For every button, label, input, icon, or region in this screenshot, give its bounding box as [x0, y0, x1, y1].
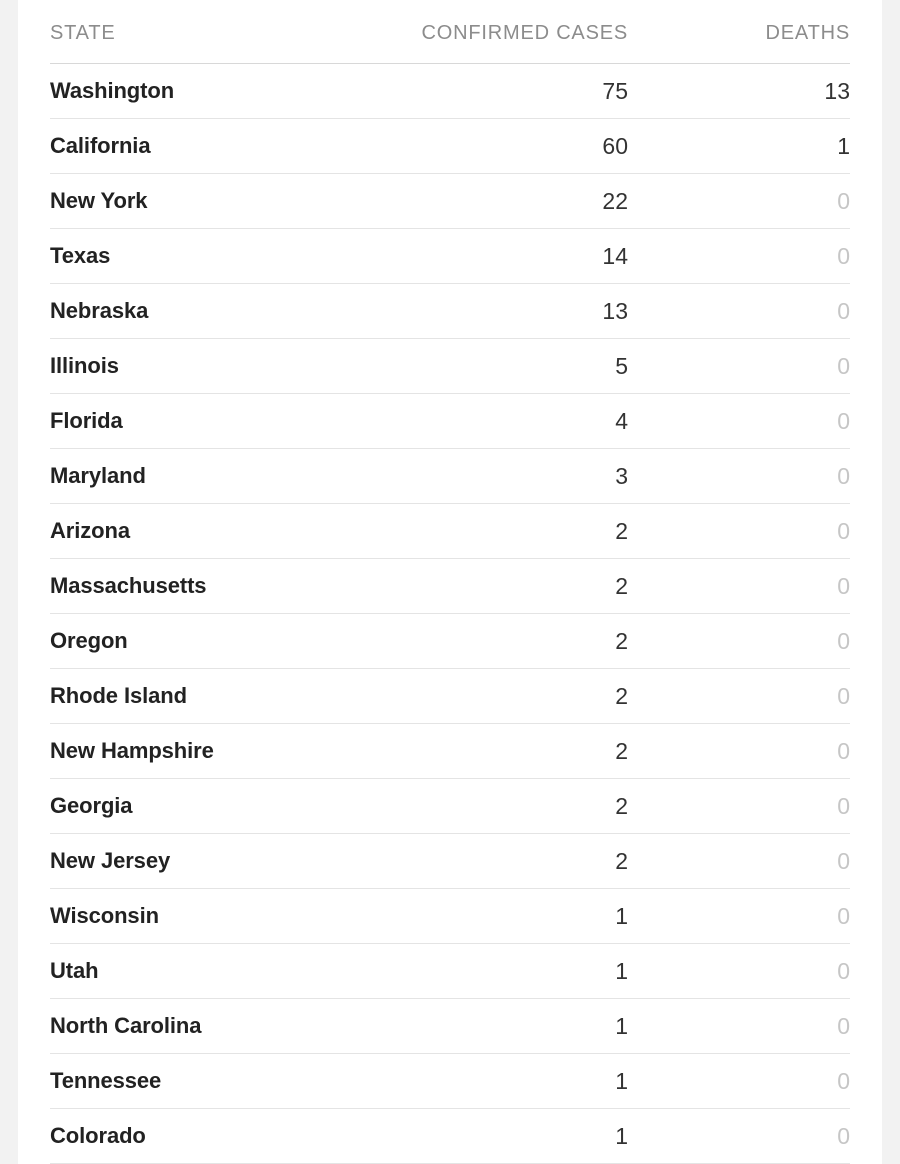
cell-deaths: 0 [666, 999, 850, 1054]
cell-state: Wisconsin [50, 889, 402, 944]
cell-state: North Carolina [50, 999, 402, 1054]
cell-cases: 13 [402, 284, 666, 339]
cell-deaths: 0 [666, 559, 850, 614]
table-row [50, 1054, 850, 1109]
table-row [50, 834, 850, 889]
table-row [50, 1109, 850, 1164]
cell-cases: 1 [402, 1054, 666, 1109]
cell-cases: 75 [402, 64, 666, 119]
cell-deaths: 0 [666, 1109, 850, 1164]
cell-state: Nebraska [50, 284, 402, 339]
cell-cases: 14 [402, 229, 666, 284]
cell-deaths: 0 [666, 889, 850, 944]
table-row [50, 504, 850, 559]
cell-deaths: 0 [666, 284, 850, 339]
cell-state: Rhode Island [50, 669, 402, 724]
table-row [50, 339, 850, 394]
table-row [50, 64, 850, 119]
column-header-deaths: DEATHS [666, 0, 850, 64]
table-header-row [50, 0, 850, 64]
cell-cases: 22 [402, 174, 666, 229]
cell-state: Texas [50, 229, 402, 284]
cell-state: Tennessee [50, 1054, 402, 1109]
table-row [50, 999, 850, 1054]
cell-deaths: 13 [666, 64, 850, 119]
cell-deaths: 0 [666, 339, 850, 394]
cell-state: Utah [50, 944, 402, 999]
cell-cases: 2 [402, 779, 666, 834]
column-header-state: STATE [50, 0, 402, 64]
cell-state: Massachusetts [50, 559, 402, 614]
cell-deaths: 0 [666, 449, 850, 504]
cell-cases: 2 [402, 504, 666, 559]
table-body [50, 64, 850, 1164]
table-row [50, 174, 850, 229]
cell-cases: 1 [402, 889, 666, 944]
table-header [50, 0, 850, 64]
cell-cases: 2 [402, 559, 666, 614]
cell-state: Arizona [50, 504, 402, 559]
cell-cases: 3 [402, 449, 666, 504]
state-cases-table [50, 0, 850, 1164]
table-row [50, 889, 850, 944]
table-row [50, 944, 850, 999]
cell-cases: 2 [402, 669, 666, 724]
cell-cases: 60 [402, 119, 666, 174]
cell-deaths: 0 [666, 614, 850, 669]
cell-state: New Jersey [50, 834, 402, 889]
cell-state: Florida [50, 394, 402, 449]
cell-deaths: 0 [666, 394, 850, 449]
cell-state: California [50, 119, 402, 174]
cell-cases: 5 [402, 339, 666, 394]
table-row [50, 394, 850, 449]
cell-cases: 1 [402, 944, 666, 999]
cell-deaths: 0 [666, 174, 850, 229]
cell-state: Oregon [50, 614, 402, 669]
cell-cases: 2 [402, 614, 666, 669]
table-row [50, 284, 850, 339]
table-row [50, 559, 850, 614]
cell-cases: 1 [402, 999, 666, 1054]
cell-state: New Hampshire [50, 724, 402, 779]
cell-cases: 4 [402, 394, 666, 449]
table-row [50, 779, 850, 834]
table-row [50, 229, 850, 284]
table-row [50, 614, 850, 669]
cell-deaths: 0 [666, 779, 850, 834]
cell-state: Maryland [50, 449, 402, 504]
table-row [50, 724, 850, 779]
cell-state: New York [50, 174, 402, 229]
cell-state: Colorado [50, 1109, 402, 1164]
cases-table-card [18, 0, 882, 1164]
cell-deaths: 1 [666, 119, 850, 174]
cell-deaths: 0 [666, 504, 850, 559]
column-header-confirmed-cases: CONFIRMED CASES [402, 0, 666, 64]
cell-deaths: 0 [666, 229, 850, 284]
cell-state: Georgia [50, 779, 402, 834]
cell-deaths: 0 [666, 724, 850, 779]
cell-deaths: 0 [666, 669, 850, 724]
cell-deaths: 0 [666, 834, 850, 889]
table-row [50, 449, 850, 504]
table-row [50, 119, 850, 174]
cell-deaths: 0 [666, 944, 850, 999]
cell-cases: 1 [402, 1109, 666, 1164]
cell-state: Illinois [50, 339, 402, 394]
cell-cases: 2 [402, 834, 666, 889]
cell-state: Washington [50, 64, 402, 119]
cell-cases: 2 [402, 724, 666, 779]
cell-deaths: 0 [666, 1054, 850, 1109]
table-row [50, 669, 850, 724]
